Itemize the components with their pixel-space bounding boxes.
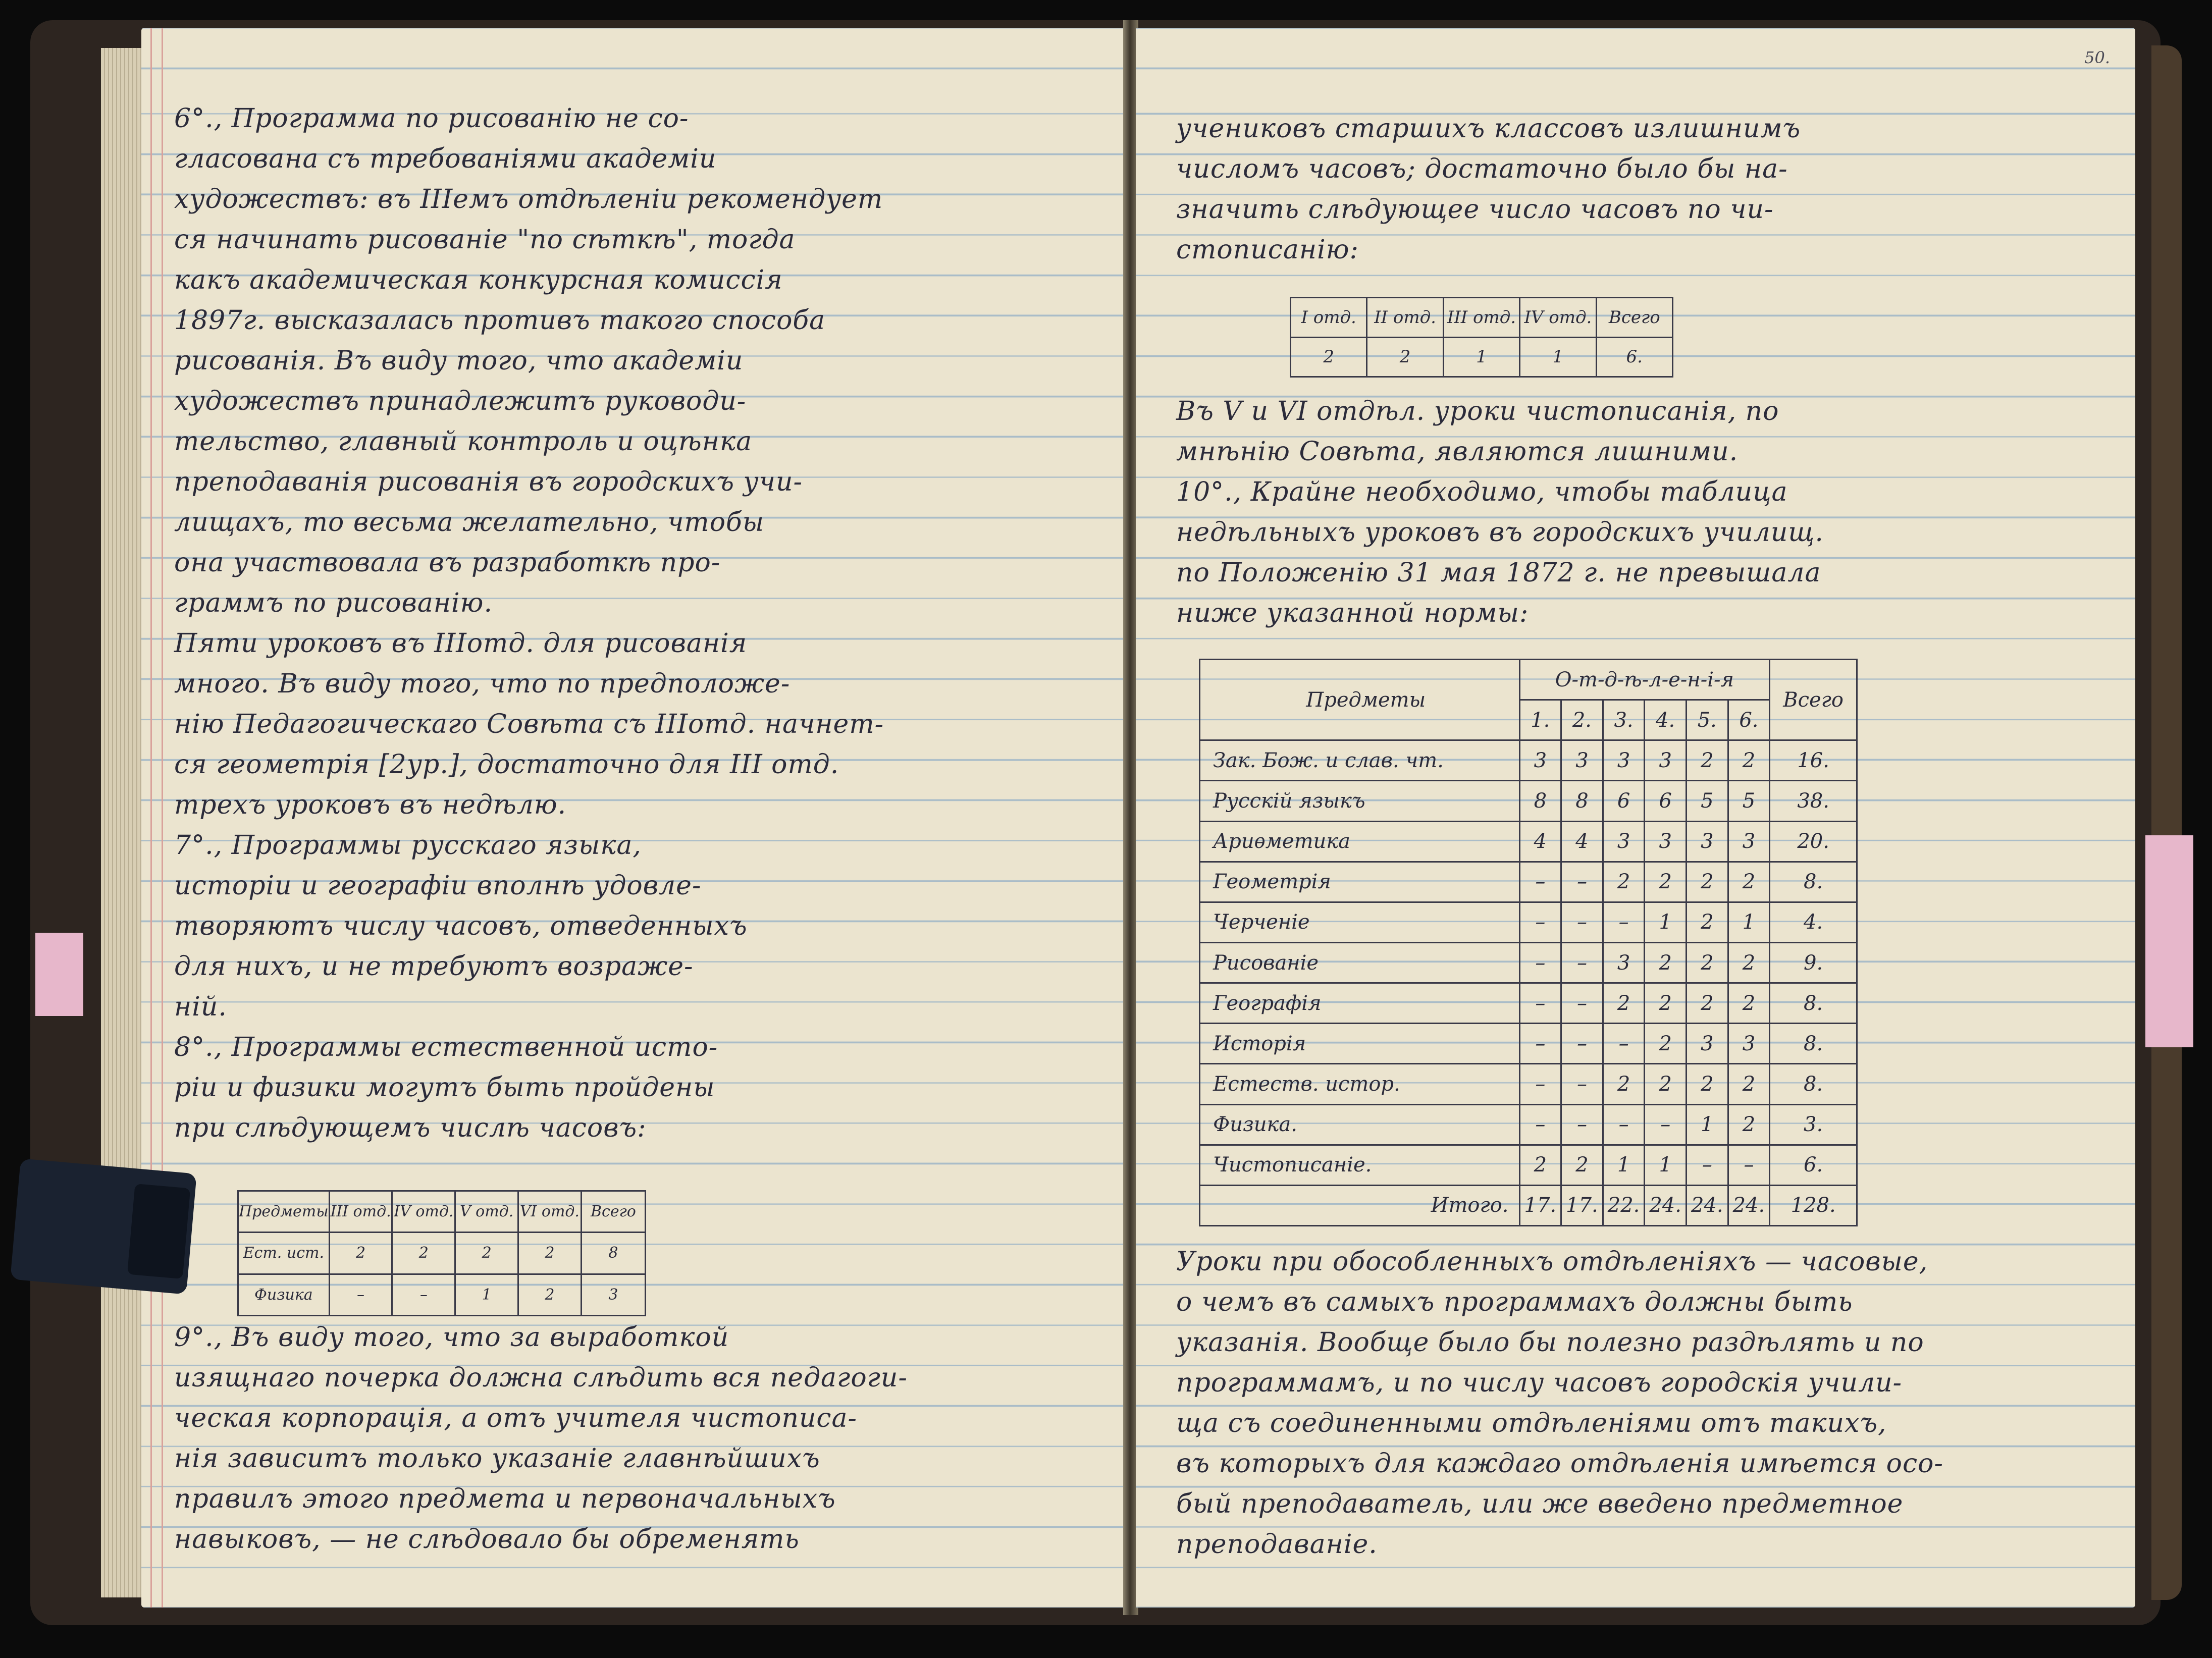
column-header: 4.	[1645, 700, 1687, 740]
text-line: Уроки при обособленныхъ отдѣленiяхъ — часовые,	[1176, 1247, 1928, 1277]
table-cell: 2	[1687, 862, 1728, 902]
table-header: IV отд.	[1520, 298, 1596, 338]
text-line: Въ V и VI отдѣл. уроки чистописанiя, по	[1176, 396, 1779, 426]
text-line: нiй.	[174, 992, 227, 1022]
table-cell: –	[1561, 1104, 1603, 1145]
table-cell: 1	[455, 1274, 518, 1315]
natural-history-physics-table	[237, 1190, 646, 1316]
table-row	[1200, 942, 1857, 983]
right-page-bottom-text	[1176, 1242, 1943, 1565]
table-cell: 2	[455, 1233, 518, 1274]
table-cell: 2	[1687, 902, 1728, 942]
text-line: правилъ этого предмета и первоначальныхъ	[174, 1484, 836, 1514]
table-cell: 2	[1728, 942, 1770, 983]
table-row	[1200, 983, 1857, 1024]
text-line: художествъ принадлежитъ руководи-	[174, 386, 747, 416]
table-cell: 2	[392, 1233, 455, 1274]
subject-cell: Физика.	[1200, 1104, 1520, 1145]
text-line: учениковъ старшихъ классовъ излишнимъ	[1176, 114, 1801, 144]
table-cell: –	[1519, 902, 1561, 942]
table-cell: 3	[1519, 740, 1561, 781]
table-cell: 5	[1687, 781, 1728, 821]
text-line: числомъ часовъ; достаточно было бы на-	[1176, 154, 1788, 184]
table-header: I отд.	[1291, 298, 1367, 338]
table-cell: –	[1519, 862, 1561, 902]
table-cell: 2	[1687, 740, 1728, 781]
table-cell: 2	[1687, 983, 1728, 1024]
total-header: Всего	[1770, 660, 1857, 740]
table-cell: 5	[1728, 781, 1770, 821]
page-stack-edges	[101, 48, 144, 1597]
total-row	[1200, 1185, 1857, 1225]
table-cell: 4	[1519, 821, 1561, 862]
text-line: преподаванiя рисованiя въ городскихъ учи-	[174, 467, 803, 497]
weekly-lessons-table	[1199, 659, 1858, 1226]
text-line: рiи и физики могутъ быть пройдены	[174, 1073, 715, 1103]
total-cell: 20.	[1770, 821, 1857, 862]
grand-total-cell: 128.	[1770, 1185, 1857, 1225]
table-cell: 1	[1645, 902, 1687, 942]
total-cell: 24.	[1645, 1185, 1687, 1225]
text-line: стописанiю:	[1176, 235, 1359, 265]
text-line: 7°., Программы русскаго языка,	[174, 830, 642, 861]
cover-edge	[2151, 45, 2182, 1600]
text-line: 6°., Программа по рисованiю не со-	[174, 103, 689, 134]
table-cell: –	[1519, 1064, 1561, 1104]
total-cell: 17.	[1561, 1185, 1603, 1225]
total-cell: 3.	[1770, 1104, 1857, 1145]
subject-cell: Черченiе	[1200, 902, 1520, 942]
table-row	[1200, 781, 1857, 821]
table-cell: –	[1519, 1024, 1561, 1064]
table-cell: 3	[1603, 821, 1645, 862]
table-cell: 1	[1603, 1145, 1645, 1185]
table-cell: –	[392, 1274, 455, 1315]
penmanship-hours-table	[1290, 297, 1673, 378]
text-line: 9°., Въ виду того, что за выработкой	[174, 1322, 729, 1353]
table-cell: –	[1561, 942, 1603, 983]
table-cell: 2	[329, 1233, 392, 1274]
column-header: 1.	[1519, 700, 1561, 740]
table-cell: 1	[1520, 337, 1596, 377]
table-row	[1200, 902, 1857, 942]
table-cell: –	[1561, 1024, 1603, 1064]
total-cell: 16.	[1770, 740, 1857, 781]
table-header: Предметы	[238, 1191, 330, 1233]
table-cell: 8	[581, 1233, 645, 1274]
total-cell: 8.	[1770, 1064, 1857, 1104]
total-cell: 22.	[1603, 1185, 1645, 1225]
table-cell: 2	[1367, 337, 1443, 377]
text-line: въ которыхъ для каждаго отдѣленiя имѣется осо-	[1176, 1449, 1943, 1479]
table-header: IV отд.	[392, 1191, 455, 1233]
table-row	[1200, 1145, 1857, 1185]
text-line: при слѣдующемъ числѣ часовъ:	[174, 1113, 647, 1143]
table-row	[1200, 821, 1857, 862]
table-cell: 8	[1519, 781, 1561, 821]
table-cell: 2	[1603, 1064, 1645, 1104]
subject-cell: Исторiя	[1200, 1024, 1520, 1064]
table-cell: 6	[1603, 781, 1645, 821]
table-header: Всего	[581, 1191, 645, 1233]
text-line: тельство, главный контроль и оцѣнка	[174, 426, 753, 457]
table-cell: 3	[1645, 740, 1687, 781]
text-line: значить слѣдующее число часовъ по чи-	[1176, 194, 1774, 225]
text-line: бый преподаватель, или же введено предметное	[1176, 1489, 1904, 1519]
table-cell: –	[1561, 1064, 1603, 1104]
text-line: гласована съ требованiями академiи	[174, 144, 717, 174]
column-header: 5.	[1687, 700, 1728, 740]
table-row	[1200, 1064, 1857, 1104]
total-cell: 6.	[1770, 1145, 1857, 1185]
table-row	[1291, 337, 1673, 377]
table-row	[1200, 1024, 1857, 1064]
text-line: недѣльныхъ уроковъ въ городскихъ училищ.	[1176, 517, 1824, 548]
column-header: 6.	[1728, 700, 1770, 740]
text-line: программамъ, и по числу часовъ городскiя учили-	[1176, 1368, 1903, 1398]
divisions-header: О-т-д-ѣ-л-е-н-i-я	[1519, 660, 1770, 700]
left-page-bottom-text	[174, 1317, 908, 1560]
subject-cell: Русскiй языкъ	[1200, 781, 1520, 821]
binder-clip	[10, 1158, 197, 1295]
table-cell: –	[1728, 1145, 1770, 1185]
table-cell: 2	[518, 1274, 582, 1315]
table-cell: 2	[1728, 740, 1770, 781]
total-cell: 8.	[1770, 983, 1857, 1024]
table-cell: 1	[1687, 1104, 1728, 1145]
total-label: Итого.	[1200, 1185, 1520, 1225]
table-cell: 8	[1561, 781, 1603, 821]
table-header: III отд.	[1443, 298, 1519, 338]
table-cell: Ест. ист.	[238, 1233, 330, 1274]
total-cell: 8.	[1770, 862, 1857, 902]
subject-cell: Зак. Бож. и слав. чт.	[1200, 740, 1520, 781]
table-cell: 1	[1728, 902, 1770, 942]
table-cell: 3	[1603, 942, 1645, 983]
text-line: она участвовала въ разработкѣ про-	[174, 548, 721, 578]
total-cell: 17.	[1519, 1185, 1561, 1225]
subject-cell: Ариѳметика	[1200, 821, 1520, 862]
table-cell: 2	[1645, 942, 1687, 983]
total-cell: 24.	[1728, 1185, 1770, 1225]
text-line: рисованiя. Въ виду того, что академiи	[174, 346, 744, 376]
table-cell: –	[1519, 1104, 1561, 1145]
column-header: 2.	[1561, 700, 1603, 740]
text-line: много. Въ виду того, что по предположе-	[174, 669, 791, 699]
table-cell: 2	[1603, 862, 1645, 902]
table-header: III отд.	[329, 1191, 392, 1233]
text-line: ща съ соединенными отдѣленiями отъ такихъ,	[1176, 1408, 1887, 1438]
page-number: 50.	[2084, 48, 2110, 67]
subject-cell: Рисованiе	[1200, 942, 1520, 983]
total-cell: 9.	[1770, 942, 1857, 983]
table-header: Всего	[1596, 298, 1672, 338]
text-line: художествъ: въ IIIемъ отдѣленiи рекомендует	[174, 184, 883, 215]
subject-header: Предметы	[1200, 660, 1520, 740]
text-line: для нихъ, и не требуютъ возраже-	[174, 951, 694, 982]
total-cell: 4.	[1770, 902, 1857, 942]
text-line: нiя зависитъ только указанiе главнѣйшихъ	[174, 1443, 820, 1474]
table-header: II отд.	[1367, 298, 1443, 338]
table-cell: 6.	[1596, 337, 1672, 377]
text-line: творяютъ числу часовъ, отведенныхъ	[174, 911, 748, 941]
table-cell: 2	[1645, 1064, 1687, 1104]
table-header: VI отд.	[518, 1191, 582, 1233]
table-cell: –	[1561, 862, 1603, 902]
margin-rule	[162, 28, 163, 1608]
text-line: ниже указанной нормы:	[1176, 598, 1529, 628]
table-row	[1200, 1104, 1857, 1145]
subject-cell: Естеств. истор.	[1200, 1064, 1520, 1104]
text-line: изящнаго почерка должна слѣдить вся педагоги-	[174, 1363, 908, 1393]
table-cell: 1	[1645, 1145, 1687, 1185]
text-line: ся геометрiя [2ур.], достаточно для III отд.	[174, 750, 839, 780]
text-line: трехъ уроковъ въ недѣлю.	[174, 790, 567, 820]
table-cell: 2	[1728, 983, 1770, 1024]
text-line: по Положенiю 31 мая 1872 г. не превышала	[1176, 558, 1821, 588]
text-line: какъ академическая конкурсная комиссiя	[174, 265, 783, 295]
text-line: 1897г. высказалась противъ такого способа	[174, 305, 826, 336]
total-cell: 8.	[1770, 1024, 1857, 1064]
table-row	[238, 1274, 646, 1315]
pink-bookmark-tab	[35, 933, 83, 1016]
text-line: указанiя. Вообще было бы полезно раздѣлять и по	[1176, 1327, 1924, 1358]
table-cell: 2	[1687, 942, 1728, 983]
table-cell: –	[1519, 983, 1561, 1024]
text-line: 8°., Программы естественной исто-	[174, 1032, 718, 1062]
table-cell: 2	[1728, 862, 1770, 902]
table-cell: 6	[1645, 781, 1687, 821]
table-cell: 2	[1645, 862, 1687, 902]
table-cell: 3	[1728, 821, 1770, 862]
table-row	[1200, 862, 1857, 902]
table-cell: 3	[581, 1274, 645, 1315]
table-cell: 2	[1561, 1145, 1603, 1185]
table-cell: 2	[1728, 1104, 1770, 1145]
left-page-text	[174, 98, 884, 1148]
table-cell: 2	[1519, 1145, 1561, 1185]
text-line: ся начинать рисованiе "по сѣткѣ", тогда	[174, 225, 796, 255]
text-line: навыковъ, — не слѣдовало бы обременять	[174, 1524, 800, 1555]
right-page-middle-text	[1176, 391, 1824, 633]
table-cell: 3	[1728, 1024, 1770, 1064]
text-line: Пяти уроковъ въ IIIотд. для рисованiя	[174, 628, 748, 659]
text-line: мнѣнiю Совѣта, являются лишними.	[1176, 437, 1739, 467]
subject-cell: Геометрiя	[1200, 862, 1520, 902]
table-header: V отд.	[455, 1191, 518, 1233]
table-cell: 3	[1603, 740, 1645, 781]
table-cell: Физика	[238, 1274, 330, 1315]
text-line: исторiи и географiи вполнѣ удовле-	[174, 871, 702, 901]
table-cell: 2	[1645, 983, 1687, 1024]
table-cell: 2	[1291, 337, 1367, 377]
table-cell: –	[1687, 1145, 1728, 1185]
margin-rule	[150, 28, 152, 1608]
right-page-top-text	[1176, 109, 1801, 270]
table-cell: –	[1645, 1104, 1687, 1145]
table-cell: –	[1603, 1104, 1645, 1145]
table-cell: –	[1603, 1024, 1645, 1064]
total-cell: 24.	[1687, 1185, 1728, 1225]
table-cell: 2	[1603, 983, 1645, 1024]
table-cell: –	[1561, 983, 1603, 1024]
subject-cell: Чистописанiе.	[1200, 1145, 1520, 1185]
table-cell: 3	[1561, 740, 1603, 781]
text-line: граммъ по рисованiю.	[174, 588, 493, 618]
table-row	[238, 1233, 646, 1274]
table-cell: 2	[1645, 1024, 1687, 1064]
text-line: лищахъ, то весьма желательно, чтобы	[174, 507, 765, 538]
text-line: нiю Педагогическаго Совѣта съ IIIотд. начнет-	[174, 709, 884, 739]
table-cell: –	[1561, 902, 1603, 942]
text-line: ческая корпорацiя, а отъ учителя чистописа-	[174, 1403, 858, 1433]
table-cell: 1	[1443, 337, 1519, 377]
total-cell: 38.	[1770, 781, 1857, 821]
table-cell: 2	[1687, 1064, 1728, 1104]
column-header: 3.	[1603, 700, 1645, 740]
table-cell: 3	[1687, 821, 1728, 862]
table-cell: 2	[1728, 1064, 1770, 1104]
text-line: 10°., Крайне необходимо, чтобы таблица	[1176, 477, 1788, 507]
pink-bookmark-tab	[2145, 835, 2193, 1047]
text-line: о чемъ въ самыхъ программахъ должны быть	[1176, 1287, 1853, 1317]
table-cell: –	[329, 1274, 392, 1315]
text-line: преподаванiе.	[1176, 1529, 1378, 1560]
table-cell: 2	[518, 1233, 582, 1274]
table-cell: 4	[1561, 821, 1603, 862]
table-cell: 3	[1645, 821, 1687, 862]
table-cell: –	[1519, 942, 1561, 983]
table-row	[1200, 740, 1857, 781]
table-cell: –	[1603, 902, 1645, 942]
table-cell: 3	[1687, 1024, 1728, 1064]
subject-cell: Географiя	[1200, 983, 1520, 1024]
